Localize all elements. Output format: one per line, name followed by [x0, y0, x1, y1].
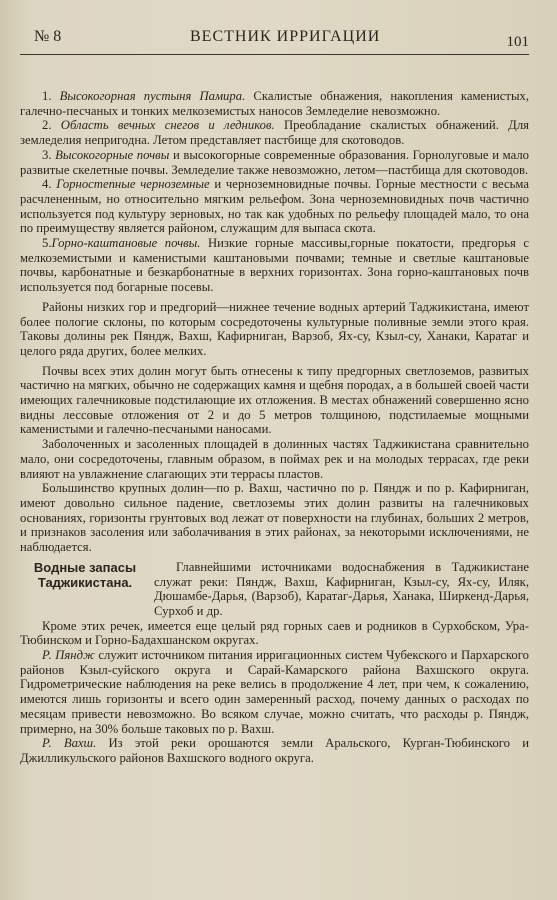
soil-item-1: 1. Высокогорная пустыня Памира. Скалистые обнажения, накопления каменистых, галечно-песчаных и тонких мелкоземистых наносов Земледелие невозможно. [20, 89, 529, 118]
soil-term: Горностепные черноземные [56, 177, 210, 192]
soil-term: Высокогорная пустыня Памира. [59, 89, 246, 103]
water-resources-section [20, 560, 529, 619]
journal-title: ВЕСТНИК ИРРИГАЦИИ [190, 28, 381, 45]
page-number: 101 [506, 34, 529, 50]
page-header [20, 24, 529, 55]
soil-term: Область вечных снегов и ледников. [60, 118, 275, 133]
paragraph: Главнейшими источниками водоснабжения в Таджикистане служат реки: Пяндж, Вахш, Кафирниган, Кзыл-су, Ях-су, Иляк, Дюшамбе-Дарья, (Варзоб), Каратаг-Дарья, Ханака, Ширкенд-Дарья, Сурхоб и др. [154, 559, 529, 618]
river-term: Р. Пяндж [42, 648, 95, 663]
paragraph: Заболоченных и засоленных площадей в долинных частях Таджикистана сравнительно мало, они сосредоточены, главным образом, в поймах рек и на молодых террасах, где реки влияют на увлажнение слагающих эти террасы пластов. [20, 437, 529, 481]
issue-number: № 8 [34, 28, 62, 45]
soil-item-5: 5.Горно-каштановые почвы. Низкие горные массивы,горные покатости, предгорья с мелкоземистыми и каменистыми каштановыми почвами; темные и светлые каштановые почвы, карбонатные и безкарбонатные в верхних горизонтах. Зона горно-каштановых почв используется под богарные посевы. [20, 236, 529, 295]
paragraph-vakhsh: Р. Вахш. Из этой реки орошаются земли Аральского, Курган-Тюбинского и Джилликульского районов Вахшского водного округа. [20, 736, 529, 765]
soil-term: Горно-каштановые почвы. [51, 236, 201, 251]
section-side-heading: Водные запасы Таджикистана. [33, 559, 137, 590]
soil-term: Высокогорные почвы [55, 147, 170, 162]
paragraph: Районы низких гор и предгорий—нижнее течение водных артерий Таджикистана, имеют более пологие склоны, по которым сосредоточены культурные поливные земли этого края. Таковы долины рек Пяндж, Вахш, Кафирниган, Варзоб, Ях-су, Кзыл-су, Ханаки, Каратаг и целого ряда других, более мелких. [20, 299, 529, 358]
paragraph-pyandzh: Р. Пяндж служит источником питания ирригационных систем Чубекского и Пархарского районов Кзыл-суйского округа и Сарай-Камарского района Вахшского округа. Гидрометрические наблюдения на реке велись в продолжение 4 лет, при чем, к сожалению, имеются лишь горизонты и всего один замеренный расход, почему данных о расходах по месяцам привести невозможно. Во всяком случае, можно считать, что расходы р. Пяндж, примерно, на 30% больше таковых по р. Вахш. [20, 648, 529, 736]
river-term: Р. Вахш. [42, 736, 97, 751]
soil-item-4: 4. Горностепные черноземные и черноземновидные почвы. Горные местности с весьма расчлененным, но относительно мягким рельефом. Зона черноземновидных почв частично используется под культуру зерновых, но так как удобных по рельефу площадей мало, то она по преимуществу является районом, служащим для выпаса скота. [20, 177, 530, 236]
paragraph: Кроме этих речек, имеется еще целый ряд горных саев и родников в Сурхобском, Ура-Тюбинском и Горно-Бадахшанском округах. [20, 618, 529, 648]
paragraph: Почвы всех этих долин могут быть отнесены к типу предгорных светлоземов, развитых частично на мягких, обычно не содержащих камня и щебня породах, а в большей своей части имеющих галечниковые подстилающие их отложения. В местах обнажений совершенно ясно видны лессовые отложения от 2 и до 5 метров толщиною, подстилаемые мощными каменистыми и галечно-песчаными наносами. [20, 363, 529, 437]
paragraph: Большинство крупных долин—по р. Вахш, частично по р. Пяндж и по р. Кафирниган, имеют довольно сильное падение, светлоземы этих долин развиты на галечниковых основаниях, горизонты грунтовых вод лежат от поверхности на глубинах, больших 2 метров, и признаков засоления или заболачивания в этих районах, за некоторыми исключениями, не наблюдается. [20, 481, 529, 555]
soil-item-2: 2. Область вечных снегов и ледников. Преобладание скалистых обнажений. Для земледелия непригодна. Летом представляет пастбище для скотоводов. [20, 118, 529, 148]
article-body [20, 89, 529, 766]
soil-item-3: 3. Высокогорные почвы и высокогорные современные образования. Горнолуговые и мало развитые скелетные почвы. Земледелие также невозможно, летом—пастбища для скотоводов. [20, 147, 530, 177]
